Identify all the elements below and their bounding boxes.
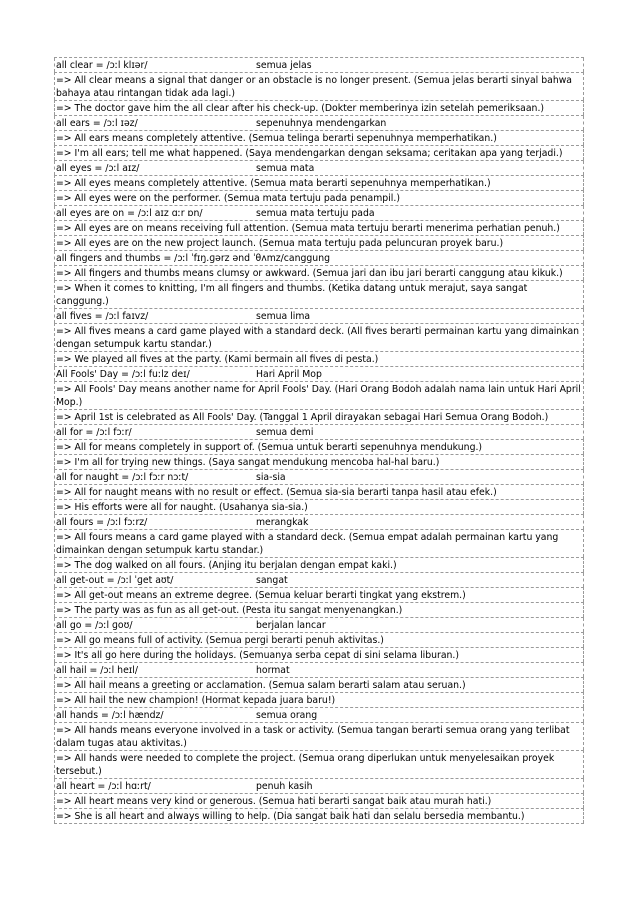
entry-heading (54, 708, 584, 722)
entry-heading (54, 309, 584, 323)
entry-block (54, 309, 584, 367)
term-translation: berjalan lancar (256, 620, 326, 631)
definition-line: => All go means full of activity. (Semua pergi berarti penuh aktivitas.) (54, 632, 584, 647)
entry-block (54, 573, 584, 618)
example-line: => We played all fives at the party. (Kami bermain all fives di pesta.) (54, 351, 584, 366)
entry-block (54, 779, 584, 824)
entry-heading (54, 58, 584, 72)
example-line: => I'm all ears; tell me what happened. (Saya mendengarkan dengan seksama; ceritakan apa yang terjadi.) (54, 145, 584, 160)
entry-block (54, 470, 584, 515)
term-translation: merangkak (256, 517, 309, 528)
example-line: => The party was as fun as all get-out. (Pesta itu sangat menyenangkan.) (54, 602, 584, 617)
entry-heading (54, 470, 584, 484)
term-pronunciation: all get-out = /ɔːl ˈɡet aʊt/ (56, 575, 174, 586)
term-translation: semua jelas (256, 60, 312, 71)
term-translation: canggung (283, 253, 330, 264)
entry-heading (54, 515, 584, 529)
term-pronunciation: all hail = /ɔːl heɪl/ (56, 665, 138, 676)
definition-line: => All hail means a greeting or acclamation. (Semua salam berarti salam atau seruan.) (54, 677, 584, 692)
example-line: => All hands were needed to complete the project. (Semua orang diperlukan untuk menyelesaikan proyek tersebut.) (54, 750, 584, 778)
term-translation: sepenuhnya mendengarkan (256, 118, 387, 129)
term-pronunciation: all for = /ɔːl fɔːr/ (56, 427, 132, 438)
term-translation: sia-sia (256, 472, 286, 483)
example-line: => The doctor gave him the all clear after his check-up. (Dokter memberinya izin setelah pemeriksaan.) (54, 100, 584, 115)
example-line: => All eyes are on the new project launch. (Semua mata tertuju pada peluncuran proyek baru.) (54, 235, 584, 250)
term-pronunciation: all fives = /ɔːl faɪvz/ (56, 311, 149, 322)
definition-line: => All hands means everyone involved in a task or activity. (Semua tangan berarti semua orang yang terlibat dalam tugas atau aktivitas.) (54, 722, 584, 750)
example-line: => April 1st is celebrated as All Fools' Day. (Tanggal 1 April dirayakan sebagai Hari Semua Orang Bodoh.) (54, 409, 584, 424)
entry-heading (54, 251, 584, 265)
definition-line: => All ears means completely attentive. (Semua telinga berarti sepenuhnya memperhatikan.) (54, 130, 584, 145)
entry-block (54, 57, 584, 116)
definition-line: => All fingers and thumbs means clumsy or awkward. (Semua jari dan ibu jari berarti canggung atau kikuk.) (54, 265, 584, 280)
definition-line: => All clear means a signal that danger or an obstacle is no longer present. (Semua jelas berarti sinyal bahwa bahaya atau rintangan tidak ada lagi.) (54, 72, 584, 100)
term-pronunciation: all for naught = /ɔːl fɔːr nɔːt/ (56, 472, 189, 483)
term-pronunciation: all eyes are on = /ɔːl aɪz ɑːr ɒn/ (56, 208, 203, 219)
entry-heading (54, 618, 584, 632)
term-translation: Hari April Mop (256, 369, 322, 380)
term-pronunciation: all go = /ɔːl ɡoʊ/ (56, 620, 133, 631)
entry-heading (54, 779, 584, 793)
term-translation: semua demi (256, 427, 314, 438)
definition-line: => All Fools' Day means another name for April Fools' Day. (Hari Orang Bodoh adalah nama lain untuk Hari April Mop.) (54, 381, 584, 409)
entry-block (54, 618, 584, 663)
term-translation: semua orang (256, 710, 318, 721)
example-line: => She is all heart and always willing to help. (Dia sangat baik hati dan selalu bersedia membantu.) (54, 808, 584, 823)
example-line: => All hail the new champion! (Hormat kepada juara baru!) (54, 692, 584, 707)
definition-line: => All fives means a card game played with a standard deck. (All fives berarti permainan kartu yang dimainkan dengan setumpuk kartu standar.) (54, 323, 584, 351)
term-pronunciation: all clear = /ɔːl klɪər/ (56, 60, 148, 71)
entry-block (54, 251, 584, 309)
entry-block (54, 367, 584, 425)
definition-line: => All for naught means with no result or effect. (Semua sia-sia berarti tanpa hasil atau efek.) (54, 484, 584, 499)
definition-line: => All fours means a card game played with a standard deck. (Semua empat adalah permainan kartu yang dimainkan dengan setumpuk kartu standar.) (54, 529, 584, 557)
entry-heading (54, 425, 584, 439)
term-pronunciation: all fours = /ɔːl fɔːrz/ (56, 517, 148, 528)
example-line: => All eyes were on the performer. (Semua mata tertuju pada penampil.) (54, 190, 584, 205)
entry-heading (54, 206, 584, 220)
term-translation: semua mata (256, 163, 315, 174)
definition-line: => All heart means very kind or generous. (Semua hati berarti sangat baik atau murah hati.) (54, 793, 584, 808)
term-pronunciation: all hands = /ɔːl hændz/ (56, 710, 164, 721)
term-translation: penuh kasih (256, 781, 313, 792)
entry-heading (54, 663, 584, 677)
term-pronunciation: All Fools' Day = /ɔːl fuːlz deɪ/ (56, 369, 190, 380)
example-line: => His efforts were all for naught. (Usahanya sia-sia.) (54, 499, 584, 514)
definition-line: => All eyes means completely attentive. (Semua mata berarti sepenuhnya memperhatikan.) (54, 175, 584, 190)
example-line: => The dog walked on all fours. (Anjing itu berjalan dengan empat kaki.) (54, 557, 584, 572)
entry-heading (54, 367, 584, 381)
definition-line: => All get-out means an extreme degree. (Semua keluar berarti tingkat yang ekstrem.) (54, 587, 584, 602)
definition-line: => All eyes are on means receiving full attention. (Semua mata tertuju berarti menerima perhatian penuh.) (54, 220, 584, 235)
entry-block (54, 708, 584, 779)
entry-block (54, 161, 584, 206)
entry-block (54, 116, 584, 161)
term-pronunciation: all fingers and thumbs = /ɔːl ˈfɪŋ.ɡərz ənd ˈθʌmz/ (56, 253, 284, 264)
term-pronunciation: all ears = /ɔːl ɪəz/ (56, 118, 138, 129)
entry-block (54, 206, 584, 251)
term-translation: semua lima (256, 311, 311, 322)
term-pronunciation: all heart = /ɔːl hɑːrt/ (56, 781, 151, 792)
term-translation: semua mata tertuju pada (256, 208, 375, 219)
entry-block (54, 425, 584, 470)
term-translation: hormat (256, 665, 290, 676)
term-translation: sangat (256, 575, 288, 586)
document (54, 57, 584, 824)
entry-heading (54, 573, 584, 587)
entry-heading (54, 116, 584, 130)
entry-block (54, 515, 584, 573)
example-line: => When it comes to knitting, I'm all fingers and thumbs. (Ketika datang untuk merajut, saya sangat canggung.) (54, 280, 584, 308)
example-line: => I'm all for trying new things. (Saya sangat mendukung mencoba hal-hal baru.) (54, 454, 584, 469)
entry-heading (54, 161, 584, 175)
definition-line: => All for means completely in support of. (Semua untuk berarti sepenuhnya mendukung.) (54, 439, 584, 454)
example-line: => It's all go here during the holidays. (Semuanya serba cepat di sini selama liburan.) (54, 647, 584, 662)
entry-block (54, 663, 584, 708)
term-pronunciation: all eyes = /ɔːl aɪz/ (56, 163, 140, 174)
